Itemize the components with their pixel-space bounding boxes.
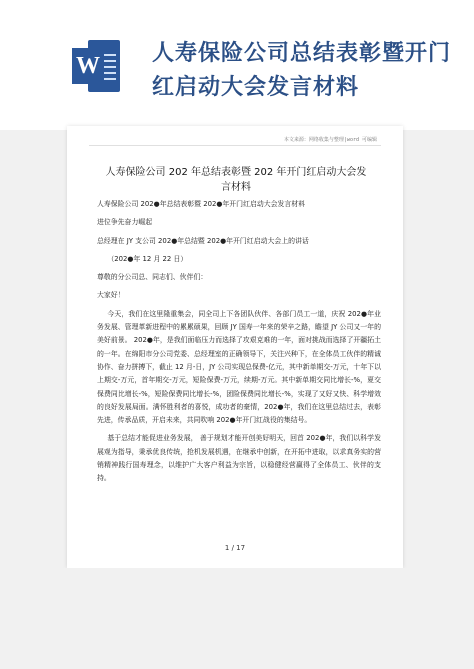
paragraph: 总经理在 JY 支公司 202●年总结暨 202●年开门红启动大会上的讲话	[97, 236, 309, 245]
paragraph: 进位争先奋力崛起	[97, 218, 153, 227]
document-body	[97, 198, 381, 491]
document-page	[67, 126, 403, 568]
word-document-icon	[72, 40, 120, 92]
page-number: 1 / 17	[224, 544, 246, 552]
paragraph: 人寿保险公司 202●年总结表彰暨 202●年开门红启动大会发言材料	[97, 200, 306, 208]
header-banner	[0, 0, 474, 130]
page-title-line-1: 人寿保险公司总结表彰暨开门	[152, 41, 452, 66]
page-title	[152, 37, 462, 105]
paragraph: （202●年 12 月 22 日）	[107, 254, 188, 263]
source-note: 本文来源：网络收集与整理|word 可编辑	[283, 137, 377, 143]
paragraph: 今天，我们在这里隆重集会，同全司上下各团队伙伴、各部门员工一道，庆祝 202●年业务发展、管理革新进程中的累累硕果，回顾 JY 国寿一年来的荣辛之路，瞻望 JY 公司又一年的美好前景。 202●年，是我们面临压力而选择了攻艰克难的一年，面对挑战而选择了开疆拓土的一年。在绵阳市分公司党委、总经理室的正确领导下，关注兴种下，在全体员工伙伴的精诚协作、奋力拼搏下，截止 12 月-日，JY 公司实现总保费-亿元，其中新单期交-万元，十年下以上期交-万元，首年期交-万元，短险保费-万元，续期-万元。其中新单期交同比增长-%，夏交保费同比增长-%，短险保费同比增长-%，团险保费同比增长-%，实现了又好又快、科学增效的良好发展局面。满怀胜利者的喜悦，成功者的豪情，202●年，我们在这里总结过去，表彰先进，传承品质，开启未来，共同吹响 202●年开门红战役的集结号。	[97, 309, 381, 425]
page-title-line-2: 红启动大会发言材料	[152, 75, 360, 100]
document-title: 人寿保险公司 202 年总结表彰暨 202 年开门红启动大会发言材料	[105, 167, 367, 193]
paragraph: 大家好！	[97, 291, 125, 300]
page-bottom-area	[0, 568, 474, 669]
word-logo-letter: W	[72, 48, 104, 84]
header-rule	[89, 145, 381, 146]
paragraph: 基于总结才能促进业务发展， 善于规划才能开创美好明天，回首 202●年，我们以科学发展观为指导，秉承优良传统，抢机发展机遇，在继承中创新，在开拓中进取，以求真务实的营销精神践行国寿理念，以维护广大客户利益为宗旨，以稳健经营赢得了全体员工、伙伴的支持。	[97, 434, 381, 483]
paragraph: 尊敬的分公司总、同志们、伙伴们：	[97, 273, 208, 282]
